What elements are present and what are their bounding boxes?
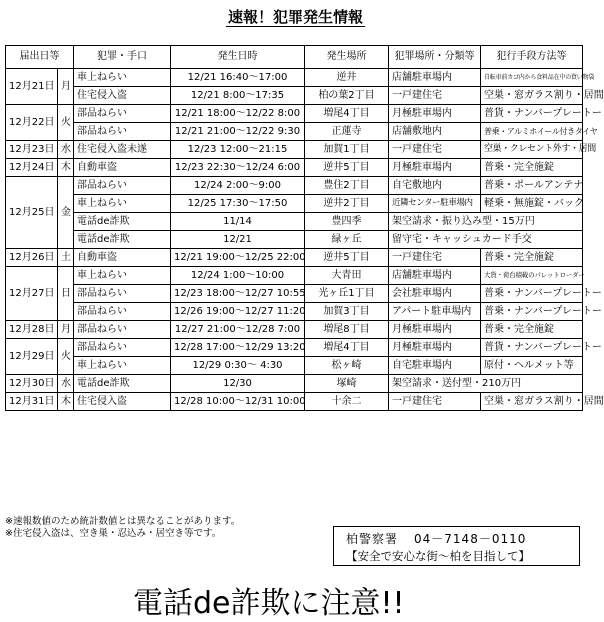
occurrence-datetime: 12/30 <box>171 375 305 393</box>
day-of-week: 水 <box>58 375 74 393</box>
report-date: 12月24日 <box>6 159 58 177</box>
occurrence-datetime: 12/24 1:00～10:00 <box>171 267 305 285</box>
place-category: アパート駐車場内 <box>389 303 481 321</box>
location: 緑ヶ丘 <box>305 231 389 249</box>
report-date: 12月22日 <box>6 105 58 141</box>
day-of-week: 月 <box>58 69 74 105</box>
location: 正蓮寺 <box>305 123 389 141</box>
place-category: 月極駐車場内 <box>389 159 481 177</box>
location: 逆井2丁目 <box>305 195 389 213</box>
location: 豊四季 <box>305 213 389 231</box>
table-row <box>6 285 583 303</box>
place-category: 架空請求・送付型・210万円 <box>389 375 583 393</box>
day-of-week: 木 <box>58 159 74 177</box>
day-of-week: 日 <box>58 267 74 321</box>
crime-type: 部品ねらい <box>74 339 171 357</box>
location: 松ヶ崎 <box>305 357 389 375</box>
column-header: 発生場所 <box>305 46 389 69</box>
method: 普乗・完全施錠 <box>481 249 583 267</box>
contact-box <box>333 526 580 566</box>
day-of-week: 土 <box>58 249 74 267</box>
occurrence-datetime: 12/28 17:00～12/29 13:20 <box>171 339 305 357</box>
report-date: 12月31日 <box>6 393 58 411</box>
location: 逆井 <box>305 69 389 87</box>
crime-type: 車上ねらい <box>74 267 171 285</box>
location: 塚崎 <box>305 375 389 393</box>
crime-type: 部品ねらい <box>74 285 171 303</box>
table-row <box>6 393 583 411</box>
crime-type: 住宅侵入盗 <box>74 87 171 105</box>
occurrence-datetime: 12/24 2:00～9:00 <box>171 177 305 195</box>
crime-type: 部品ねらい <box>74 105 171 123</box>
place-category: 一戸建住宅 <box>389 87 481 105</box>
report-date: 12月21日 <box>6 69 58 105</box>
crime-type: 電話de詐欺 <box>74 231 171 249</box>
location: 大青田 <box>305 267 389 285</box>
crime-type: 電話de詐欺 <box>74 375 171 393</box>
column-header: 届出日等 <box>6 46 74 69</box>
location: 増尾4丁目 <box>305 339 389 357</box>
crime-type: 部品ねらい <box>74 321 171 339</box>
place-category: 留守宅・キャッシュカード手交 <box>389 231 583 249</box>
place-category: 自宅敷地内 <box>389 177 481 195</box>
table-row <box>6 231 583 249</box>
crime-type: 部品ねらい <box>74 303 171 321</box>
report-date: 12月27日 <box>6 267 58 321</box>
occurrence-datetime: 12/23 12:00～21:15 <box>171 141 305 159</box>
table-row <box>6 357 583 375</box>
police-station-name: 柏警察署 <box>346 532 399 546</box>
method: 普乗・ポールアンテナ <box>481 177 583 195</box>
day-of-week: 火 <box>58 339 74 375</box>
method: 空巣・窓ガラス割り・居間 <box>481 393 583 411</box>
occurrence-datetime: 12/21 21:00～12/22 9:30 <box>171 123 305 141</box>
table-row <box>6 69 583 87</box>
place-category: 自宅駐車場内 <box>389 357 481 375</box>
method: 大貨・荷台積載のパレットローダー <box>481 267 583 285</box>
occurrence-datetime: 12/21 16:40～17:00 <box>171 69 305 87</box>
crime-type: 車上ねらい <box>74 69 171 87</box>
method: 普貨・ナンバープレートー <box>481 339 583 357</box>
place-category: 月極駐車場内 <box>389 321 481 339</box>
table-row <box>6 141 583 159</box>
occurrence-datetime: 12/27 21:00～12/28 7:00 <box>171 321 305 339</box>
occurrence-datetime: 12/21 19:00～12/25 22:00 <box>171 249 305 267</box>
day-of-week: 火 <box>58 105 74 141</box>
occurrence-datetime: 12/21 <box>171 231 305 249</box>
page-title: 速報！犯罪発生情報 <box>227 8 363 26</box>
method: 軽乗・無施錠・バック <box>481 195 583 213</box>
warning-banner: 電話de詐欺に注意!! <box>133 586 405 621</box>
crime-type: 部品ねらい <box>74 177 171 195</box>
crime-report-table <box>5 45 604 411</box>
place-category: 架空請求・振り込み型・15万円 <box>389 213 583 231</box>
contact-line <box>346 530 526 547</box>
location: 増尾8丁目 <box>305 321 389 339</box>
footnotes <box>5 516 240 540</box>
place-category: 月極駐車場内 <box>389 105 481 123</box>
table-row <box>6 123 583 141</box>
crime-type: 部品ねらい <box>74 123 171 141</box>
slogan: 【安全で安心な街～柏を目指して】 <box>346 549 530 563</box>
occurrence-datetime: 12/21 8:00～17:35 <box>171 87 305 105</box>
day-of-week: 月 <box>58 321 74 339</box>
place-category: 近隣センター駐車場内 <box>389 195 481 213</box>
method: 普乗・ナンバープレートー <box>481 285 583 303</box>
location: 増尾4丁目 <box>305 105 389 123</box>
crime-type: 自動車盗 <box>74 249 171 267</box>
location: 逆井5丁目 <box>305 249 389 267</box>
occurrence-datetime: 12/23 18:00～12/27 10:55 <box>171 285 305 303</box>
location: 加賀1丁目 <box>305 141 389 159</box>
place-category: 店舗駐車場内 <box>389 267 481 285</box>
occurrence-datetime: 12/29 0:30～ 4:30 <box>171 357 305 375</box>
place-category: 会社駐車場内 <box>389 285 481 303</box>
day-of-week: 水 <box>58 141 74 159</box>
method: 普乗・完全施錠 <box>481 321 583 339</box>
occurrence-datetime: 11/14 <box>171 213 305 231</box>
column-header: 犯罪・手口 <box>74 46 171 69</box>
place-category: 一戸建住宅 <box>389 393 481 411</box>
method: 普乗・ナンバープレートー <box>481 303 583 321</box>
location: 光ヶ丘1丁目 <box>305 285 389 303</box>
occurrence-datetime: 12/25 17:30～17:50 <box>171 195 305 213</box>
occurrence-datetime: 12/23 22:30～12/24 6:00 <box>171 159 305 177</box>
footnote: ※住宅侵入盗は、空き巣・忍込み・居空き等です。 <box>5 528 222 539</box>
column-header: 発生日時 <box>171 46 305 69</box>
table-row <box>6 375 583 393</box>
method: 空巣・窓ガラス割り・居間 <box>481 87 583 105</box>
phone-number: 04－7148－0110 <box>414 532 527 546</box>
place-category: 月極駐車場内 <box>389 339 481 357</box>
occurrence-datetime: 12/21 18:00～12/22 8:00 <box>171 105 305 123</box>
column-header: 犯行手段方法等 <box>481 46 583 69</box>
crime-type: 住宅侵入盗 <box>74 393 171 411</box>
occurrence-datetime: 12/28 10:00～12/31 10:00 <box>171 393 305 411</box>
report-date: 12月30日 <box>6 375 58 393</box>
location: 柏の葉2丁目 <box>305 87 389 105</box>
report-date: 12月29日 <box>6 339 58 375</box>
method: 空巣・クレセント外す・居間 <box>481 141 583 159</box>
occurrence-datetime: 12/26 19:00～12/27 11:20 <box>171 303 305 321</box>
footnote: ※速報数値のため統計数値とは異なることがあります。 <box>5 516 241 527</box>
table-row <box>6 177 583 195</box>
method: 普乗・アルミホイール付きタイヤ <box>481 123 583 141</box>
day-of-week: 金 <box>58 177 74 249</box>
table-row <box>6 267 583 285</box>
crime-type: 住宅侵入盗未遂 <box>74 141 171 159</box>
report-date: 12月25日 <box>6 177 58 249</box>
location: 加賀3丁目 <box>305 303 389 321</box>
table-row <box>6 339 583 357</box>
place-category: 店舗敷地内 <box>389 123 481 141</box>
table-row <box>6 303 583 321</box>
method: 原付・ヘルメット等 <box>481 357 583 375</box>
location: 逆井5丁目 <box>305 159 389 177</box>
crime-type: 車上ねらい <box>74 357 171 375</box>
table-row <box>6 159 583 177</box>
day-of-week: 木 <box>58 393 74 411</box>
table-row <box>6 195 583 213</box>
column-header: 犯罪場所・分類等 <box>389 46 481 69</box>
place-category: 店舗駐車場内 <box>389 69 481 87</box>
table-row <box>6 105 583 123</box>
table-header-row <box>6 46 583 69</box>
place-category: 一戸建住宅 <box>389 141 481 159</box>
place-category: 一戸建住宅 <box>389 249 481 267</box>
report-date: 12月28日 <box>6 321 58 339</box>
table-row <box>6 249 583 267</box>
crime-type: 自動車盗 <box>74 159 171 177</box>
location: 十余二 <box>305 393 389 411</box>
table-row <box>6 321 583 339</box>
table-row <box>6 87 583 105</box>
crime-type: 車上ねらい <box>74 195 171 213</box>
location: 豊住2丁目 <box>305 177 389 195</box>
method: 普乗・完全施錠 <box>481 159 583 177</box>
method: 自転車前カゴ内から食料品在中の買い物袋 <box>481 69 583 87</box>
table-row <box>6 213 583 231</box>
method: 普貨・ナンバープレートー <box>481 105 583 123</box>
report-date: 12月23日 <box>6 141 58 159</box>
crime-type: 電話de詐欺 <box>74 213 171 231</box>
report-date: 12月26日 <box>6 249 58 267</box>
